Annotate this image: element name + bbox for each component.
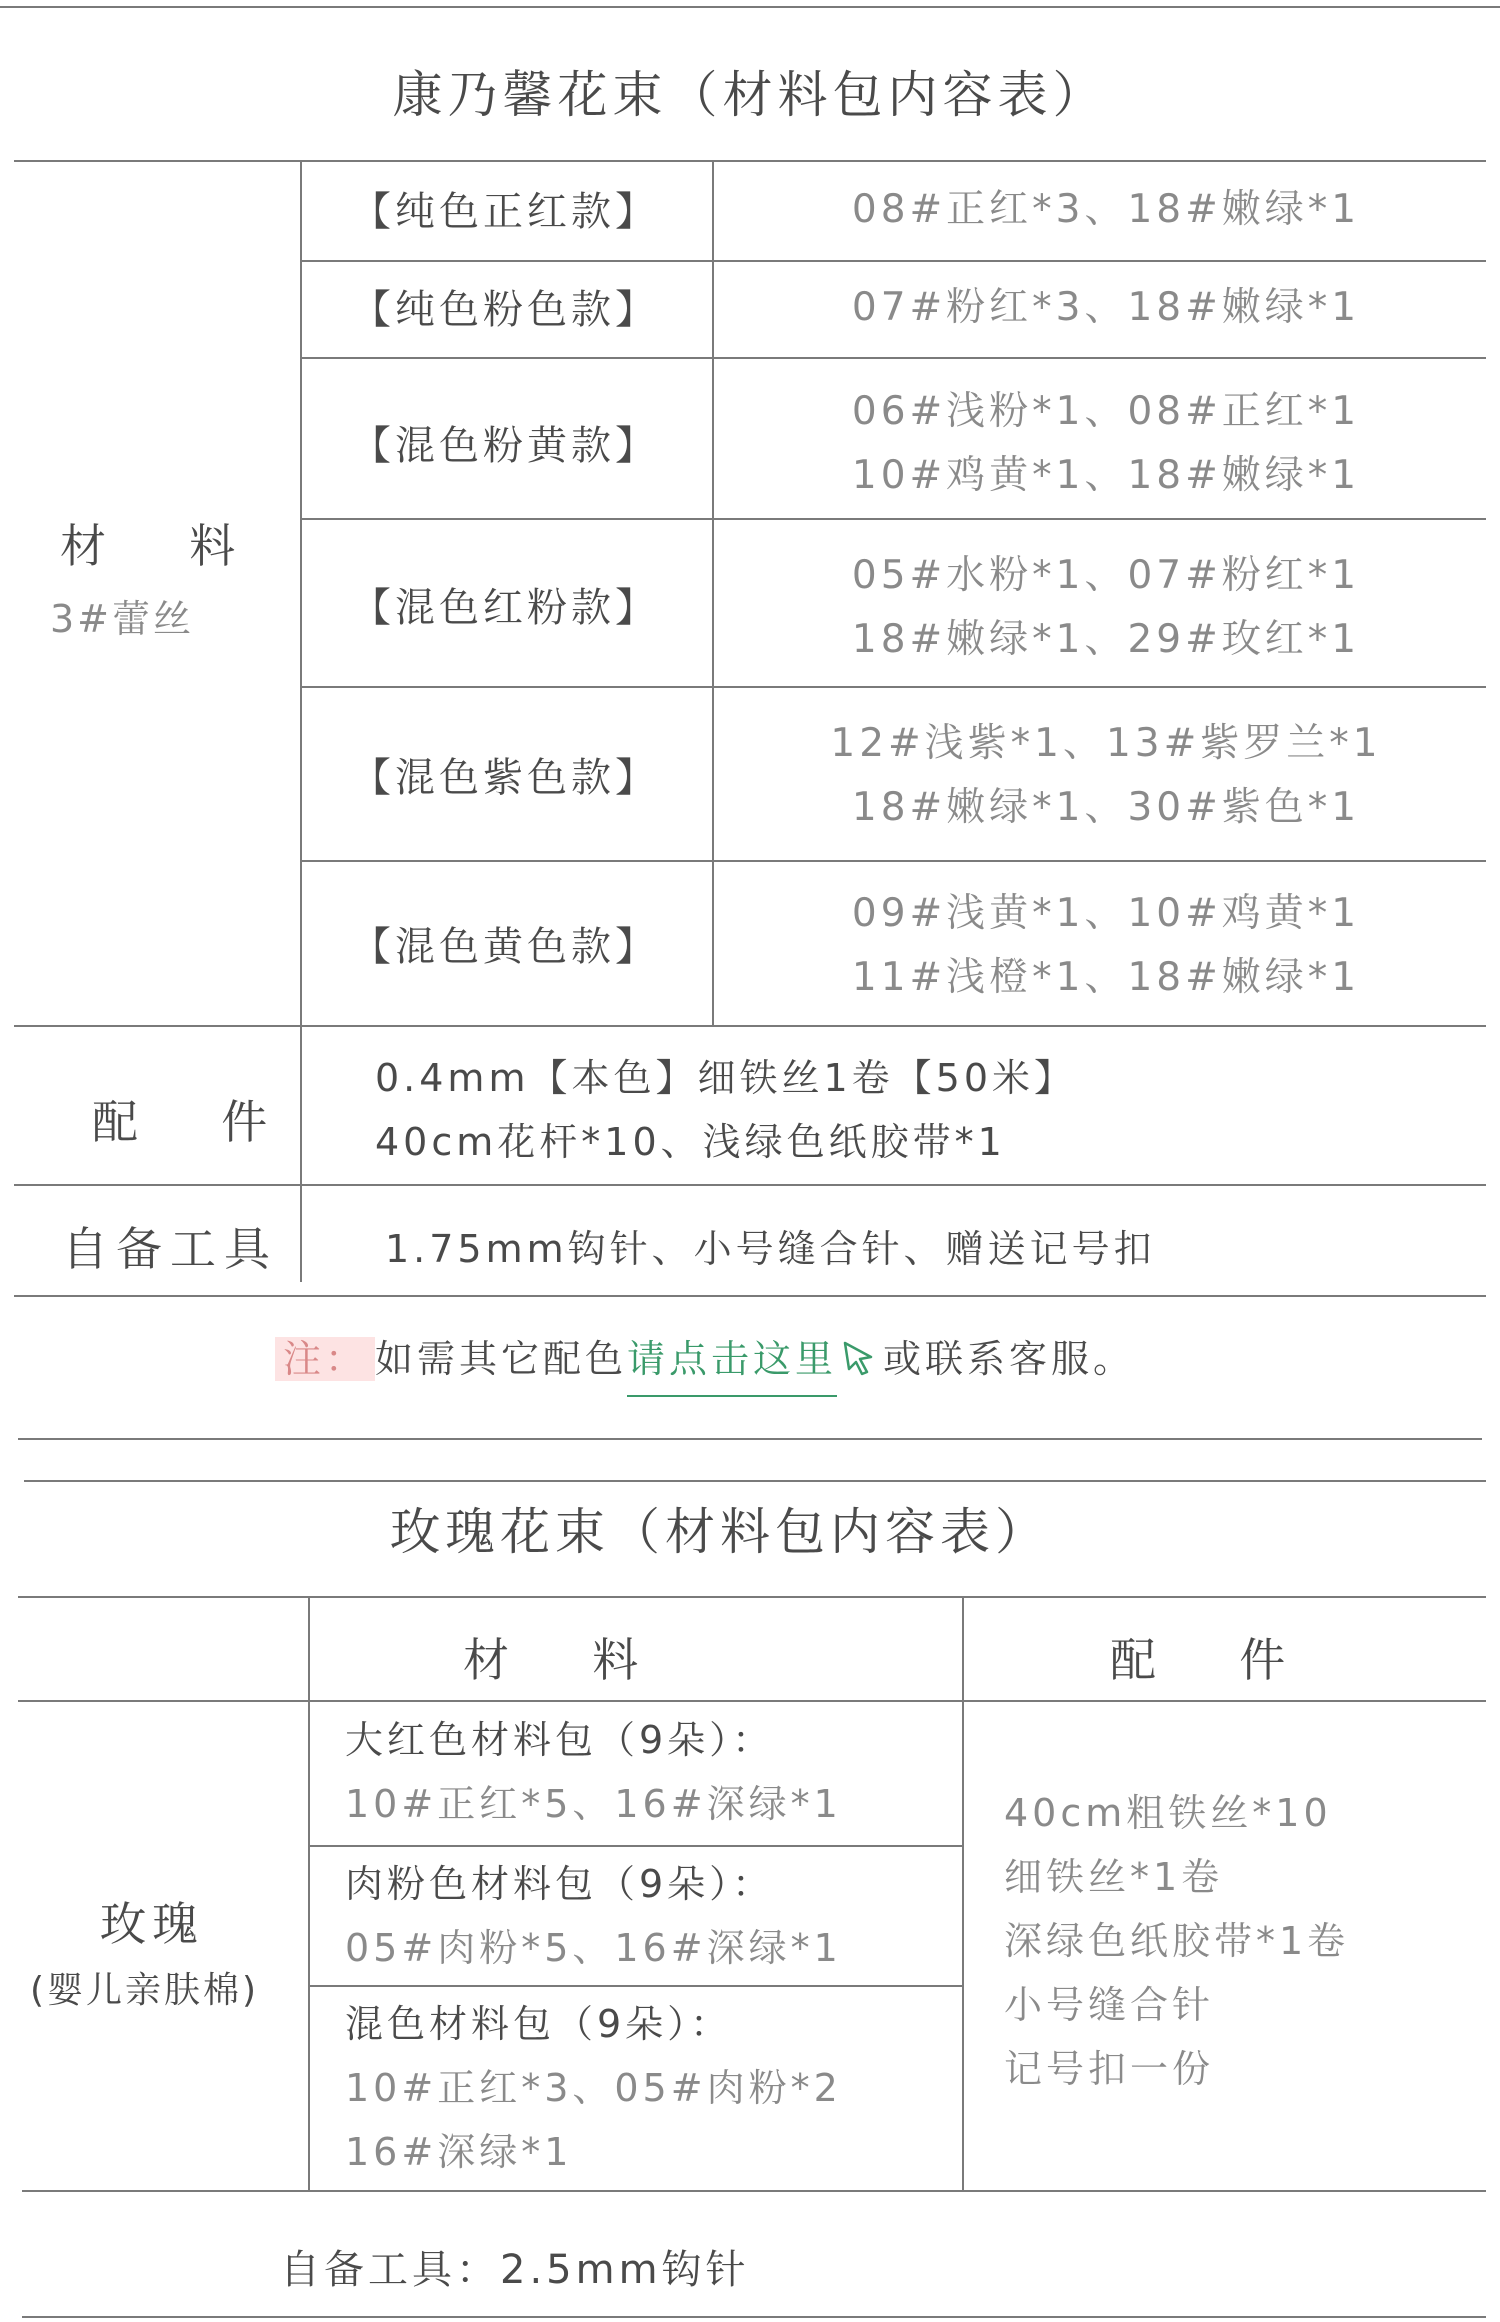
rose-colhead-rule [18, 1700, 1486, 1702]
rose-body-rule [22, 2190, 1486, 2192]
pack-line: 10#正红*5、16#深绿*1 [345, 1782, 842, 1826]
style-name: 【纯色正红款】 [351, 189, 659, 235]
row-rule [14, 1184, 1486, 1186]
rose-pack [345, 1992, 842, 2184]
materials-label: 材 料 [60, 519, 254, 573]
style-value: 05#水粉*1、07#粉红*1 18#嫩绿*1、29#玫红*1 [851, 553, 1361, 662]
rose-pack [345, 1852, 842, 1980]
style-value: 08#正红*3、18#嫩绿*1 [851, 187, 1361, 232]
row-rule [300, 357, 1486, 359]
pack-name: 混色材料包（9朵）： [345, 2002, 733, 2046]
rose-tools: 自备工具：2.5mm钩针 [280, 2247, 750, 2293]
note-text: 如需其它配色 [375, 1337, 628, 1381]
rose-pack-rule [308, 1845, 964, 1847]
style-name: 【纯色粉色款】 [351, 287, 659, 333]
style-value: 12#浅紫*1、13#紫罗兰*1 18#嫩绿*1、30#紫色*1 [830, 721, 1382, 830]
row-rule [300, 860, 1486, 862]
top-rule [0, 6, 1500, 8]
carnation-header-rule [14, 160, 1486, 162]
pack-line: 10#正红*3、05#肉粉*2 [345, 2066, 842, 2110]
pack-line: 16#深绿*1 [345, 2130, 573, 2174]
pack-name: 肉粉色材料包（9朵）： [345, 1862, 775, 1906]
style-value: 09#浅黄*1、10#鸡黄*1 11#浅橙*1、18#嫩绿*1 [851, 891, 1361, 1000]
accessory-item: 40cm粗铁丝*10 [1004, 1791, 1332, 1835]
accessory-item: 小号缝合针 [1004, 1983, 1215, 2027]
rose-accessories-list [1004, 1781, 1349, 2101]
rose-col-divider-2 [962, 1596, 964, 2190]
rose-pack-rule [308, 1985, 964, 1987]
accessories-label: 配 件 [92, 1095, 286, 1149]
style-value: 06#浅粉*1、08#正红*1 10#鸡黄*1、18#嫩绿*1 [851, 389, 1361, 498]
rose-col-divider-1 [308, 1596, 310, 2190]
rose-header-rule [18, 1596, 1486, 1598]
pack-line: 05#肉粉*5、16#深绿*1 [345, 1926, 842, 1970]
note-prefix: 注： [275, 1337, 375, 1381]
rose-row-label: 玫瑰 [100, 1897, 204, 1951]
pack-name: 大红色材料包（9朵）： [345, 1718, 775, 1762]
rose-title: 玫瑰花束（材料包内容表） [390, 1503, 1050, 1561]
style-name: 【混色红粉款】 [351, 585, 659, 631]
materials-sub-label: 3#蕾丝 [50, 597, 195, 641]
custom-color-link[interactable]: 请点击这里 [627, 1337, 837, 1397]
tools-value: 1.75mm钩针、小号缝合针、赠送记号扣 [385, 1227, 1156, 1271]
accessory-item: 深绿色纸胶带*1卷 [1004, 1919, 1350, 1963]
rose-pack [345, 1708, 842, 1836]
style-name: 【混色粉黄款】 [351, 423, 659, 469]
color-note [275, 1328, 1135, 1386]
carnation-title: 康乃馨花束（材料包内容表） [392, 66, 1108, 124]
cursor-arrow-icon [841, 1337, 879, 1386]
row-rule [300, 518, 1486, 520]
rose-row-sub: (婴儿亲肤棉) [30, 1970, 260, 2011]
rose-col-accessories: 配 件 [1110, 1633, 1304, 1687]
row-rule [14, 1025, 1486, 1027]
row-rule [14, 1295, 1486, 1297]
rose-col-materials: 材 料 [463, 1633, 657, 1687]
style-name: 【混色黄色款】 [351, 924, 659, 970]
tools-label: 自备工具 [62, 1222, 278, 1276]
bottom-rule [22, 2316, 1486, 2318]
style-value: 07#粉红*3、18#嫩绿*1 [851, 285, 1361, 330]
row-rule [300, 686, 1486, 688]
row-rule [300, 260, 1486, 262]
accessory-item: 细铁丝*1卷 [1004, 1855, 1224, 1899]
note-suffix: 或联系客服。 [883, 1337, 1136, 1381]
rose-top-rule [24, 1480, 1486, 1482]
section-divider [18, 1438, 1482, 1440]
accessories-value: 0.4mm【本色】细铁丝1卷【50米】 40cm花杆*10、浅绿色纸胶带*1 [375, 1056, 1076, 1164]
accessory-item: 记号扣一份 [1004, 2047, 1215, 2091]
style-name: 【混色紫色款】 [351, 755, 659, 801]
